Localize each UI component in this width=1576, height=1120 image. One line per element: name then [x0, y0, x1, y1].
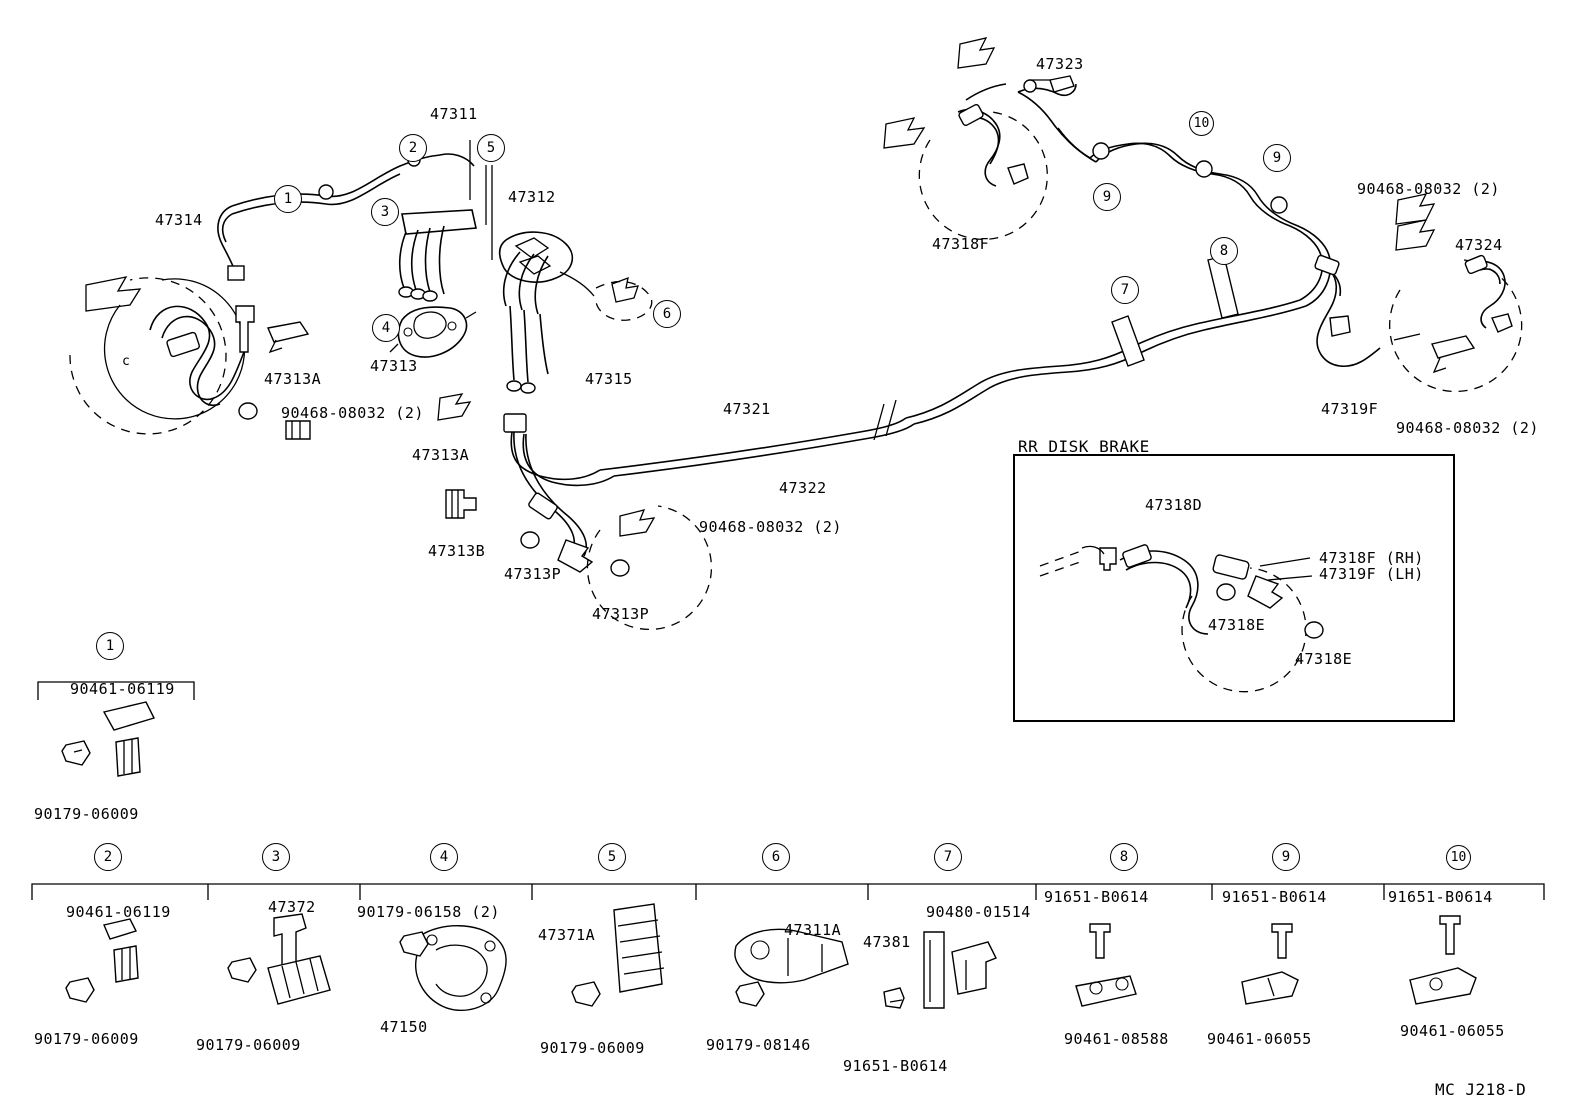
inset-label-47318f-rh: 47318F (RH) [1319, 549, 1424, 567]
part-label-47318f: 47318F [932, 235, 990, 253]
part-label-47313: 47313 [370, 357, 418, 375]
legend9-part-91651-b0614: 91651-B0614 [1222, 888, 1327, 906]
diagram-code: MC J218-D [1435, 1080, 1527, 1099]
part-label-47323: 47323 [1036, 55, 1084, 73]
callout-5[interactable] [477, 134, 505, 162]
part-label-bolt-left: 90468-08032 (2) [281, 404, 424, 422]
legend-callout-10[interactable] [1446, 845, 1471, 870]
part-label-47321: 47321 [723, 400, 771, 418]
legend3-part-47372: 47372 [268, 898, 316, 916]
inset-label-47318e-2: 47318E [1295, 650, 1353, 668]
legend8-part-90461-08588: 90461-08588 [1064, 1030, 1169, 1048]
legend10-part-90461-06055: 90461-06055 [1400, 1022, 1505, 1040]
legend4-part-47150: 47150 [380, 1018, 428, 1036]
callout-6[interactable] [653, 300, 681, 328]
callout-7[interactable] [1111, 276, 1139, 304]
inset-label-47319f-lh: 47319F (LH) [1319, 565, 1424, 583]
legend7-part-90480-01514: 90480-01514 [926, 903, 1031, 921]
part-label-47312: 47312 [508, 188, 556, 206]
callout-label: 4 [439, 849, 449, 865]
legend-callout-1[interactable] [96, 632, 124, 660]
part-label-bolt-right-bottom: 90468-08032 (2) [1396, 419, 1539, 437]
part-label-47311: 47311 [430, 105, 478, 123]
inset-label-47318d: 47318D [1145, 496, 1203, 514]
part-label-bolt-center: 90468-08032 (2) [699, 518, 842, 536]
callout-label: 3 [380, 204, 390, 220]
inset-title: RR DISK BRAKE [1018, 437, 1150, 456]
part-label-47313a-center: 47313A [412, 446, 470, 464]
svg-text:c: c [122, 354, 130, 369]
callout-1[interactable] [274, 185, 302, 213]
callout-label: 6 [662, 306, 672, 322]
legend-callout-2[interactable] [94, 843, 122, 871]
callout-10[interactable] [1189, 111, 1214, 136]
callout-2[interactable] [399, 134, 427, 162]
callout-label: 10 [1450, 850, 1467, 865]
callout-4[interactable] [372, 314, 400, 342]
legend7-part-47381: 47381 [863, 933, 911, 951]
part-label-47319f: 47319F [1321, 400, 1379, 418]
legend4-part-90179-06158: 90179-06158 (2) [357, 903, 500, 921]
legend9-part-90461-06055: 90461-06055 [1207, 1030, 1312, 1048]
callout-label: 8 [1119, 849, 1129, 865]
callout-label: 6 [771, 849, 781, 865]
legend8-part-91651-b0614: 91651-B0614 [1044, 888, 1149, 906]
callout-8[interactable] [1210, 237, 1238, 265]
part-label-47315: 47315 [585, 370, 633, 388]
legend-callout-6[interactable] [762, 843, 790, 871]
legend2-part-90179-06009: 90179-06009 [34, 1030, 139, 1048]
callout-label: 1 [283, 191, 293, 207]
callout-label: 7 [943, 849, 953, 865]
legend5-part-90179-06009: 90179-06009 [540, 1039, 645, 1057]
part-label-47313a-left: 47313A [264, 370, 322, 388]
inset-label-47318e-1: 47318E [1208, 616, 1266, 634]
callout-label: 3 [271, 849, 281, 865]
callout-label: 4 [381, 320, 391, 336]
part-label-47313p-2: 47313P [592, 605, 650, 623]
callout-label: 5 [486, 140, 496, 156]
part-label-47313b: 47313B [428, 542, 486, 560]
callout-9-a[interactable] [1093, 183, 1121, 211]
callout-label: 2 [103, 849, 113, 865]
callout-label: 10 [1193, 116, 1210, 131]
legend6-part-47311a: 47311A [784, 921, 842, 939]
legend-callout-9[interactable] [1272, 843, 1300, 871]
legend-part-90461-06119: 90461-06119 [70, 680, 175, 698]
callout-label: 8 [1219, 243, 1229, 259]
legend-part-90179-06009: 90179-06009 [34, 805, 139, 823]
callout-label: 9 [1272, 150, 1282, 166]
legend5-part-47371a: 47371A [538, 926, 596, 944]
part-label-47322: 47322 [779, 479, 827, 497]
legend-callout-4[interactable] [430, 843, 458, 871]
callout-label: 9 [1281, 849, 1291, 865]
callout-label: 7 [1120, 282, 1130, 298]
legend7-part-91651-b0614: 91651-B0614 [843, 1057, 948, 1075]
legend-callout-8[interactable] [1110, 843, 1138, 871]
callout-label: 2 [408, 140, 418, 156]
part-label-47314: 47314 [155, 211, 203, 229]
legend-callout-3[interactable] [262, 843, 290, 871]
legend-callout-5[interactable] [598, 843, 626, 871]
callout-3[interactable] [371, 198, 399, 226]
legend6-part-90179-08146: 90179-08146 [706, 1036, 811, 1054]
legend10-part-91651-b0614: 91651-B0614 [1388, 888, 1493, 906]
callout-label: 5 [607, 849, 617, 865]
callout-label: 9 [1102, 189, 1112, 205]
legend2-part-90461-06119: 90461-06119 [66, 903, 171, 921]
legend3-part-90179-06009: 90179-06009 [196, 1036, 301, 1054]
part-label-47313p-1: 47313P [504, 565, 562, 583]
part-label-47324: 47324 [1455, 236, 1503, 254]
legend-callout-7[interactable] [934, 843, 962, 871]
callout-label: 1 [105, 638, 115, 654]
part-label-bolt-right-top: 90468-08032 (2) [1357, 180, 1500, 198]
callout-9-b[interactable] [1263, 144, 1291, 172]
